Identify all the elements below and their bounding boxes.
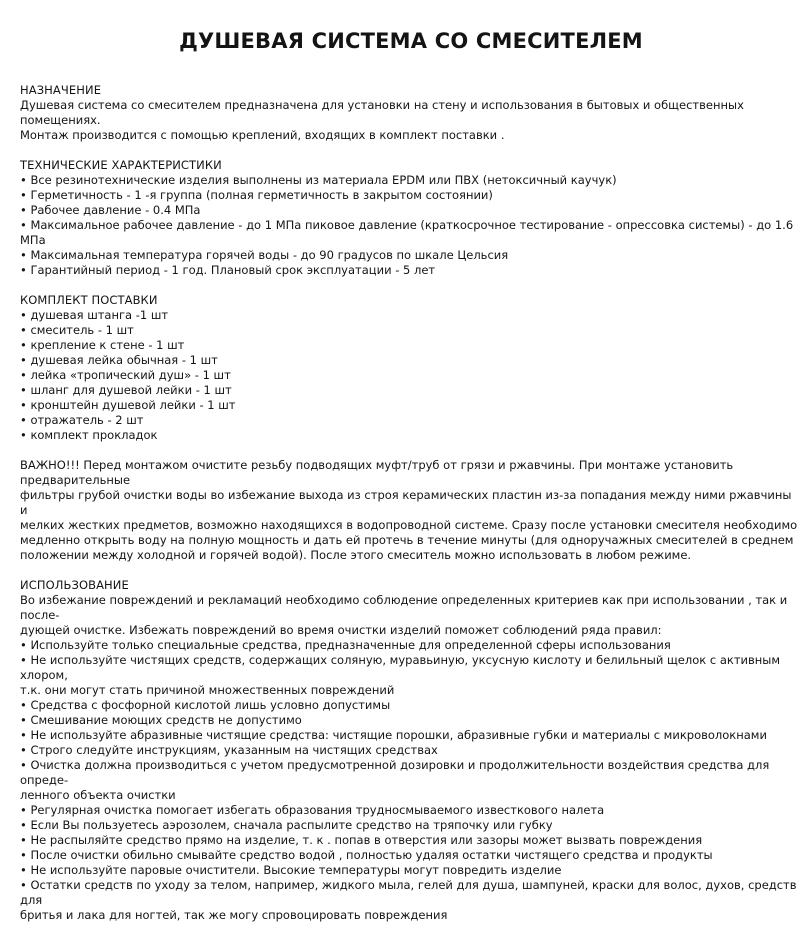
list-item: • Не используйте паровые очистители. Высокие температуры могут повредить изделие bbox=[20, 863, 562, 877]
specs-list bbox=[20, 173, 802, 278]
list-item: • комплект прокладок bbox=[20, 428, 158, 442]
list-item: • Смешивание моющих средств не допустимо bbox=[20, 713, 302, 727]
specs-heading: ТЕХНИЧЕСКИЕ ХАРАКТЕРИСТИКИ bbox=[20, 158, 222, 172]
list-item: • смеситель - 1 шт bbox=[20, 323, 134, 337]
kit-section bbox=[20, 293, 802, 443]
list-item: • Если Вы пользуетесь аэрозолем, сначала распылите средство на тряпочку или губку bbox=[20, 818, 553, 832]
list-item: • Максимальное рабочее давление - до 1 МПа пиковое давление (краткосрочное тестирование - опрессовка системы) - до 1.6 МПа bbox=[20, 218, 794, 247]
list-item: • Герметичность - 1 -я группа (полная герметичность в закрытом состоянии) bbox=[20, 188, 493, 202]
instruction-document bbox=[20, 28, 802, 938]
warning-text: ВАЖНО!!! Перед монтажом очистите резьбу подводящих муфт/труб от грязи и ржавчины. При монтаже установить предварительные фильтры грубой очистки воды во избежание выхода из строя керамических пластин из-за попадания между ними ржавчины и мелких жестких предметов, возможно находящихся в водопроводной системе. Сразу после установки смесителя необходимо медленно открыть воду на полную мощность и дать ей протечь в течение минуты (для одноручажных смесителей в среднем положении между холодной и горячей водой). После этого смеситель можно использовать в любом режиме. bbox=[20, 458, 798, 562]
usage-heading: ИСПОЛЬЗОВАНИЕ bbox=[20, 578, 129, 592]
list-item: • Максимальная температура горячей воды - до 90 градусов по шкале Цельсия bbox=[20, 248, 509, 262]
list-item: • После очистки обильно смывайте средство водой , полностью удаляя остатки чистящего средства и продукты bbox=[20, 848, 713, 862]
list-item: • Очистка должна производиться с учетом предусмотренной дозировки и продолжительности воздействия средства для опреде- ленного объекта очистки bbox=[20, 758, 770, 802]
list-item: • отражатель - 2 шт bbox=[20, 413, 144, 427]
list-item: • Средства с фосфорной кислотой лишь условно допустимы bbox=[20, 698, 391, 712]
list-item: • Рабочее давление - 0.4 МПа bbox=[20, 203, 201, 217]
usage-intro: Во избежание повреждений и рекламаций необходимо соблюдение определенных критериев как при использовании , так и после- дующей очистке. Избежать повреждений во время очистки изделий поможет соблюдений ряда правил: bbox=[20, 593, 788, 637]
purpose-text: Душевая система со смесителем предназначена для установки на стену и использования в бытовых и общественных помещениях. Монтаж производится с помощью креплений, входящих в комплект поставки . bbox=[20, 98, 744, 142]
purpose-heading: НАЗНАЧЕНИЕ bbox=[20, 83, 102, 97]
list-item: • Все резинотехнические изделия выполнены из материала EPDM или ПВХ (нетоксичный каучук) bbox=[20, 173, 617, 187]
kit-list bbox=[20, 308, 802, 443]
purpose-section bbox=[20, 83, 802, 143]
list-item: • шланг для душевой лейки - 1 шт bbox=[20, 383, 232, 397]
list-item: • Используйте только специальные средства, предназначенные для определенной сферы использования bbox=[20, 638, 671, 652]
list-item: • Регулярная очистка помогает избегать образования трудносмываемого известкового налета bbox=[20, 803, 605, 817]
list-item: • Не используйте чистящих средств, содержащих соляную, муравьиную, уксусную кислоту и белильный щелок с активным хлором, т.к. они могут стать причиной множественных повреждений bbox=[20, 653, 781, 697]
list-item: • Строго следуйте инструкциям, указанным на чистящих средствах bbox=[20, 743, 438, 757]
list-item: • Остатки средств по уходу за телом, например, жидкого мыла, гелей для душа, шампуней, краски для волос, духов, средств для бритья и лака для ногтей, так же могу спровоцировать повреждения bbox=[20, 878, 797, 922]
list-item: • лейка «тропический душ» - 1 шт bbox=[20, 368, 231, 382]
list-item: • кронштейн душевой лейки - 1 шт bbox=[20, 398, 236, 412]
kit-heading: КОМПЛЕКТ ПОСТАВКИ bbox=[20, 293, 158, 307]
list-item: • душевая лейка обычная - 1 шт bbox=[20, 353, 218, 367]
specs-section bbox=[20, 158, 802, 278]
list-item: • Не используйте абразивные чистящие средства: чистящие порошки, абразивные губки и материалы с микроволокнами bbox=[20, 728, 767, 742]
warning-section bbox=[20, 458, 802, 563]
usage-section bbox=[20, 578, 802, 923]
list-item: • душевая штанга -1 шт bbox=[20, 308, 169, 322]
list-item: • крепление к стене - 1 шт bbox=[20, 338, 185, 352]
list-item: • Гарантийный период - 1 год. Плановый срок эксплуатации - 5 лет bbox=[20, 263, 436, 277]
list-item: • Не распыляйте средство прямо на изделие, т. к . попав в отверстия или зазоры может вызвать повреждения bbox=[20, 833, 703, 847]
document-title: ДУШЕВАЯ СИСТЕМА СО СМЕСИТЕЛЕМ bbox=[179, 29, 643, 53]
usage-list bbox=[20, 638, 802, 923]
